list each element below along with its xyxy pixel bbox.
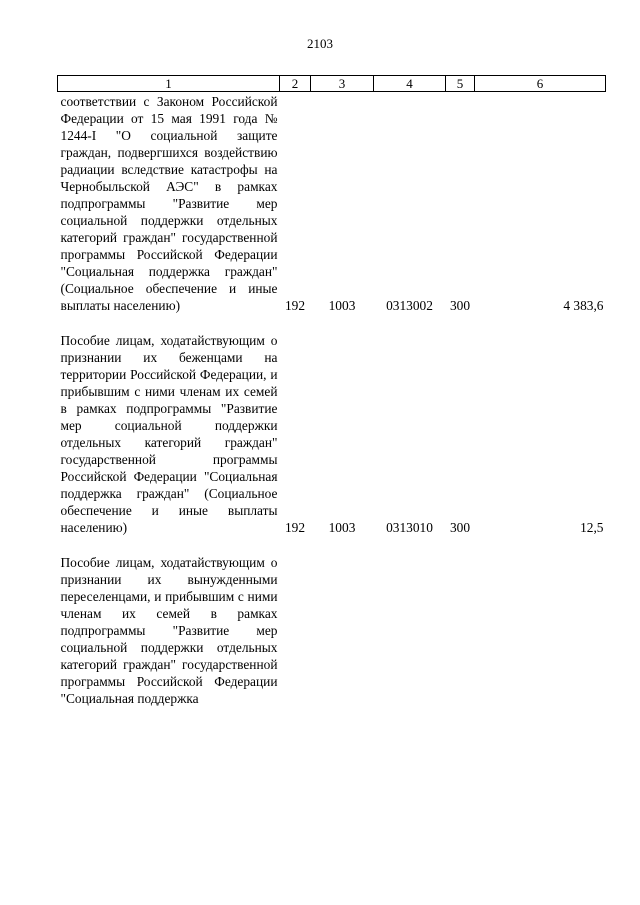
row-description <box>58 332 280 536</box>
row-description-text: Пособие лицам, ходатайствующим о признании их беженцами на территории Российской Федерации, и прибывшим с ними членам их семей в рамках подпрограммы "Развитие мер социальной поддержки отдельных категорий граждан" государственной программы Российской Федерации "Социальная поддержка граждан" (Социальное обеспечение и иные выплаты населению) <box>60 333 278 535</box>
table-header-row <box>58 76 606 92</box>
row-description <box>58 92 280 315</box>
row-cell-col4: 0313010 <box>386 520 433 535</box>
row-cell-amount <box>475 554 606 707</box>
row-cell-col3: 1003 <box>328 520 356 535</box>
column-header: 3 <box>311 76 374 92</box>
row-cell-col5: 300 <box>449 520 471 535</box>
row-cell-amount: 12,5 <box>580 520 604 535</box>
budget-table <box>57 75 606 707</box>
row-description-text: соответствии с Законом Российской Федерации от 15 мая 1991 года № 1244-I "О социальной защите граждан, подвергшихся воздействию радиации вследствие катастрофы на Чернобыльской АЭС" в рамках подпрограммы "Развитие мер социальной поддержки отдельных категорий граждан" государственной программы Российской Федерации "Социальная поддержка граждан" (Социальное обеспечение и иные выплаты населению) <box>60 94 278 313</box>
column-header: 6 <box>475 76 606 92</box>
row-cell-col2 <box>280 554 311 707</box>
page-number: 2103 <box>307 36 333 51</box>
row-cell-col5: 300 <box>449 298 471 313</box>
row-cell-col3 <box>311 554 374 707</box>
row-cell-col3: 1003 <box>328 298 356 313</box>
column-header: 5 <box>446 76 475 92</box>
column-header: 2 <box>280 76 311 92</box>
row-description <box>58 554 280 707</box>
row-description-text: Пособие лицам, ходатайствующим о признании их вынужденными переселенцами, и прибывшим с ними членам их семей в рамках подпрограммы "Развитие мер социальной поддержки отдельных категорий граждан" государственной программы Российской Федерации "Социальная поддержка <box>60 555 278 706</box>
table-row <box>58 554 606 707</box>
table-row <box>58 332 606 536</box>
table-row <box>58 92 606 315</box>
column-header: 4 <box>374 76 446 92</box>
column-header: 1 <box>58 76 280 92</box>
row-cell-amount: 4 383,6 <box>563 298 604 313</box>
row-cell-col4: 0313002 <box>386 298 433 313</box>
row-cell-col4 <box>374 554 446 707</box>
row-cell-col5 <box>446 554 475 707</box>
row-cell-col2: 192 <box>284 520 306 535</box>
row-cell-col2: 192 <box>284 298 306 313</box>
